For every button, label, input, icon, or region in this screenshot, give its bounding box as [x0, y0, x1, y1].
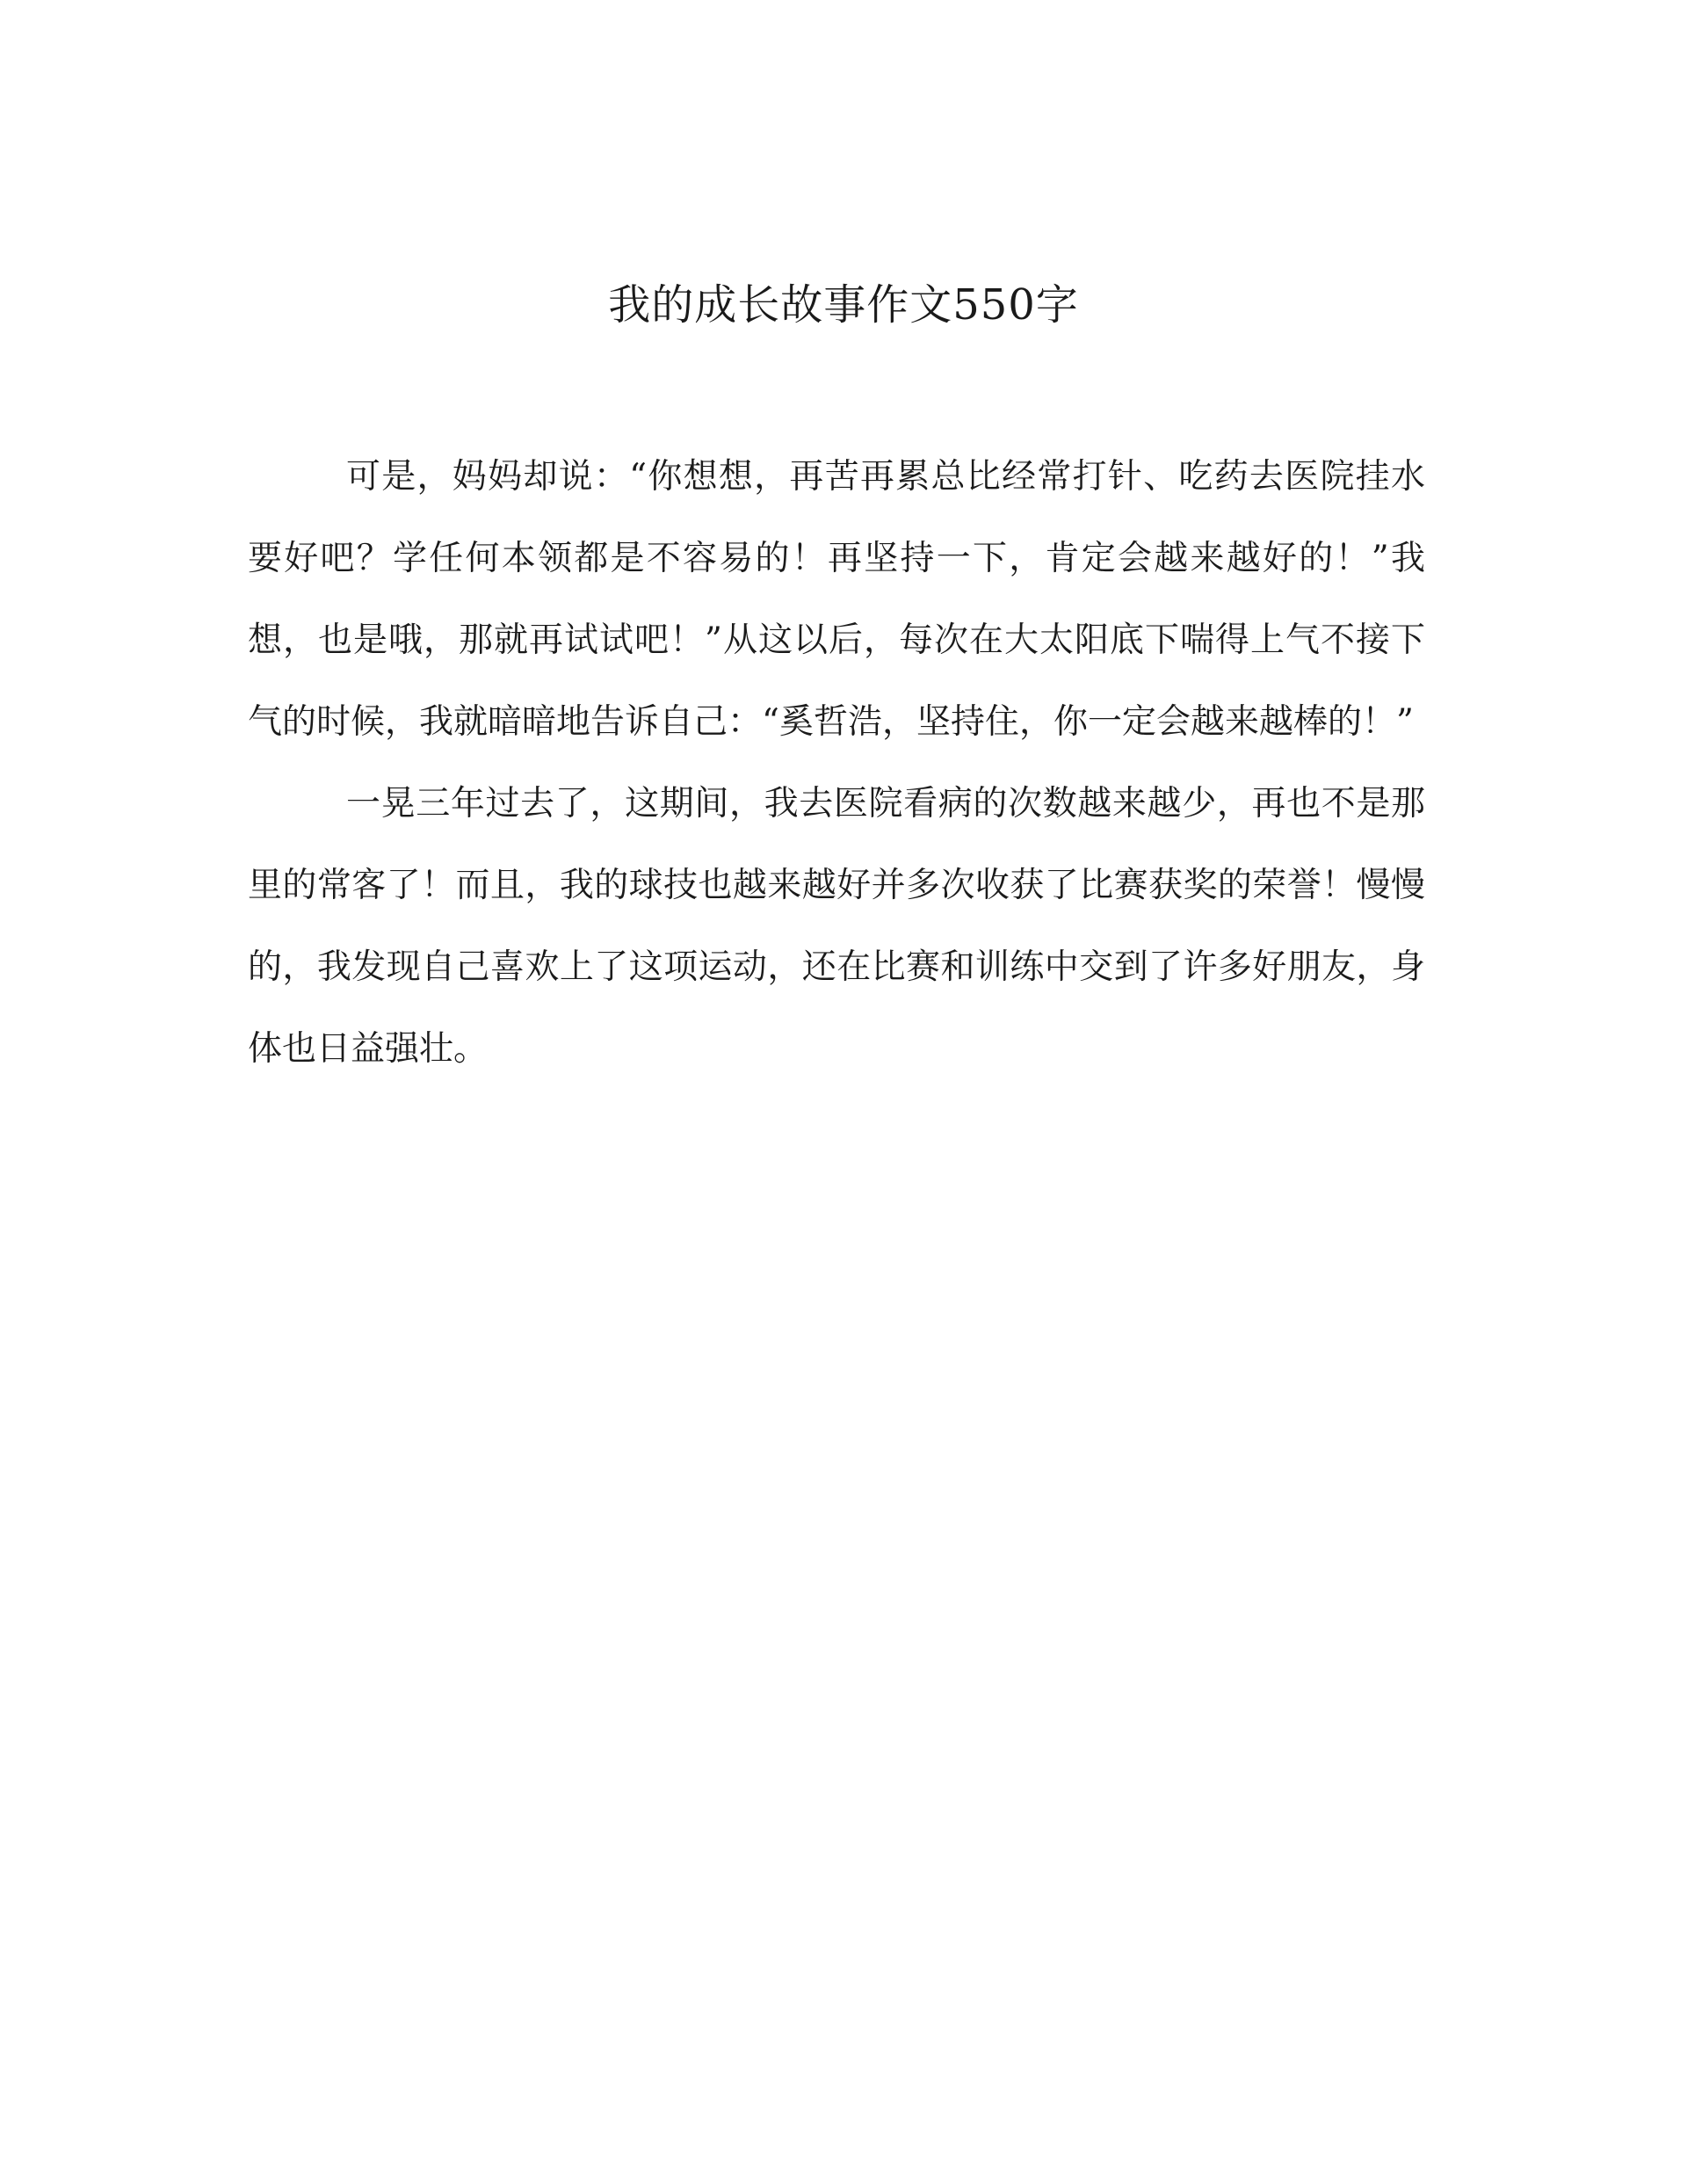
paragraph-1: 可是，妈妈却说：“你想想，再苦再累总比经常打针、吃药去医院挂水要好吧？学任何本领都是不容易的！再坚持一下，肯定会越来越好的！”我想，也是哦，那就再试试吧！”从这以后，每次在大太阳底下喘得上气不接下气的时候，我就暗暗地告诉自己：“奚哲浩，坚持住，你一定会越来越棒的！” [248, 457, 1425, 742]
document-body [248, 436, 1425, 1090]
paragraph-2: 一晃三年过去了，这期间，我去医院看病的次数越来越少，再也不是那里的常客了！而且，我的球技也越来越好并多次收获了比赛获奖的荣誉！慢慢的，我发现自己喜欢上了这项运动，还在比赛和训练中交到了许多好朋友，身体也日益强壮。 [248, 784, 1425, 1069]
document-title: 我的成长故事作文550字 [608, 280, 1079, 330]
